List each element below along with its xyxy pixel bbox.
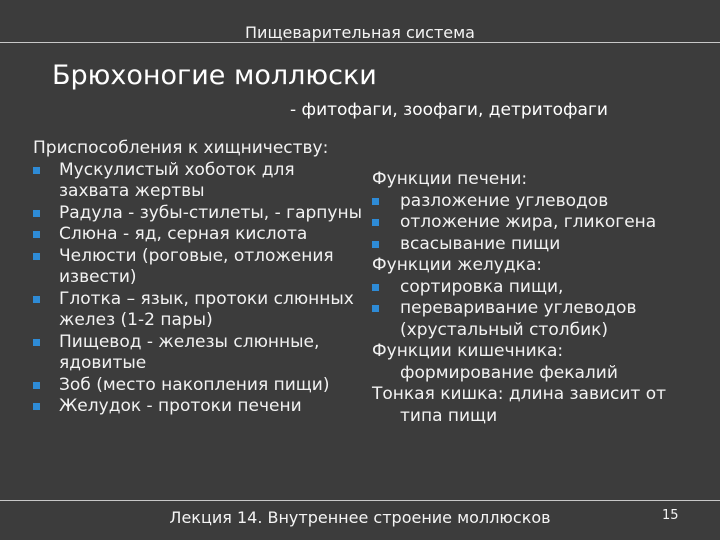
square-bullet-icon <box>372 219 379 226</box>
liver-heading: Функции печени: <box>372 169 528 189</box>
left-column <box>33 138 363 418</box>
list-item: Мускулистый хоботок для захвата жертвы <box>33 160 363 203</box>
square-bullet-icon <box>372 198 379 205</box>
square-bullet-icon <box>372 241 379 248</box>
footer-caption: Лекция 14. Внутреннее строение моллюсков <box>169 508 551 527</box>
list-item: переваривание углеводов (хрустальный столбик) <box>372 298 717 341</box>
list-item: Глотка – язык, протоки слюнных желез (1-2 пары) <box>33 289 363 332</box>
list-item: разложение углеводов <box>372 191 717 213</box>
list-item: Радула - зубы-стилеты, - гарпуны <box>33 203 363 225</box>
square-bullet-icon <box>33 231 40 238</box>
slide-title: Брюхоногие моллюски <box>52 60 377 91</box>
stomach-list <box>372 277 717 342</box>
bottom-rule <box>0 500 720 501</box>
list-item: сортировка пищи, <box>372 277 717 299</box>
top-title: Пищеварительная система <box>245 23 475 42</box>
intestine-text: формирование фекалий <box>400 362 618 383</box>
square-bullet-icon <box>33 403 40 410</box>
list-item: Слюна - яд, серная кислота <box>33 224 363 246</box>
list-item: Желудок - протоки печени <box>33 396 363 418</box>
liver-list <box>372 191 717 256</box>
square-bullet-icon <box>372 305 379 312</box>
predation-heading: Приспособления к хищничеству: <box>33 138 329 158</box>
list-item: отложение жира, гликогена <box>372 212 717 234</box>
square-bullet-icon <box>33 339 40 346</box>
slide-subtitle: - фитофаги, зоофаги, детритофаги <box>290 100 608 120</box>
list-item: Челюсти (роговые, отложения извести) <box>33 246 363 289</box>
list-item: Зоб (место накопления пищи) <box>33 375 363 397</box>
predation-list <box>33 160 363 418</box>
square-bullet-icon <box>33 167 40 174</box>
square-bullet-icon <box>33 296 40 303</box>
list-item: Пищевод - железы слюнные, ядовитые <box>33 332 363 375</box>
square-bullet-icon <box>372 284 379 291</box>
page-number: 15 <box>662 508 679 523</box>
square-bullet-icon <box>33 210 40 217</box>
intestine-heading: Функции кишечника: <box>372 341 564 361</box>
small-intestine-heading: Тонкая кишка: длина зависит от <box>372 384 667 404</box>
top-rule <box>0 42 720 43</box>
small-intestine-text: типа пищи <box>400 405 498 426</box>
right-column <box>372 169 717 427</box>
list-item: всасывание пищи <box>372 234 717 256</box>
square-bullet-icon <box>33 253 40 260</box>
stomach-heading: Функции желудка: <box>372 255 543 275</box>
square-bullet-icon <box>33 382 40 389</box>
